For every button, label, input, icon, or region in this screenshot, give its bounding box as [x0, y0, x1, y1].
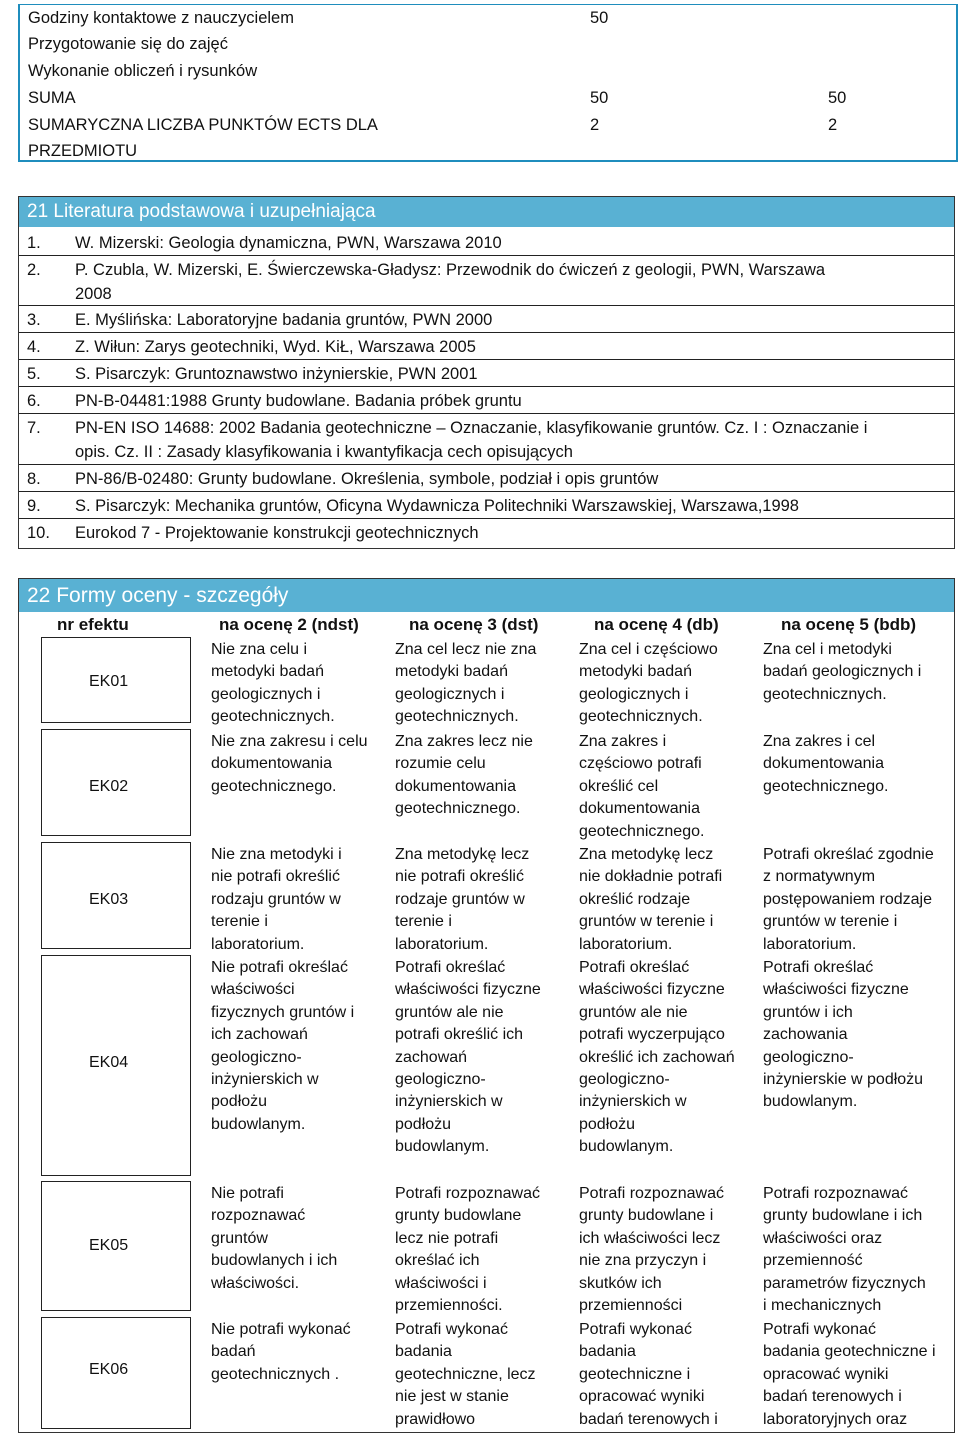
criteria-line: geologicznych i — [395, 685, 505, 703]
criteria-line: właściwości fizyczne — [579, 981, 725, 999]
criteria-line: geotechnicznych. — [211, 708, 335, 726]
criteria-line: geologicznych i — [579, 685, 689, 703]
literature-divider — [19, 518, 954, 519]
criteria-line: Zna zakres i cel — [763, 733, 876, 750]
criteria-line: skutków ich — [579, 1274, 662, 1292]
workload-row — [28, 59, 948, 83]
criteria-line: badania — [395, 1343, 452, 1361]
criteria-line: zachowania — [763, 1026, 848, 1044]
criteria-cell — [579, 957, 751, 1159]
criteria-line: zachowań — [395, 1048, 468, 1066]
criteria-line: budowlanym. — [579, 1138, 674, 1156]
criteria-line: badań terenowych i — [763, 1388, 902, 1406]
criteria-line: Nie potrafi — [211, 1185, 284, 1202]
literature-item-text: S. Pisarczyk: Gruntoznawstwo inżynierskie, PWN 2001 — [75, 365, 478, 383]
criteria-line: z normatywnym — [763, 868, 876, 886]
criteria-line: budowlanych i ich — [211, 1252, 338, 1270]
criteria-line: określić rodzaje — [579, 890, 691, 908]
criteria-line: geotechnicznego. — [211, 777, 337, 795]
workload-label: PRZEDMIOTU — [28, 142, 138, 160]
criteria-line: laboratorium. — [211, 935, 305, 953]
workload-row — [28, 139, 948, 163]
criteria-line: geotechnicznego. — [763, 777, 889, 795]
criteria-line: Zna zakres lecz nie — [395, 733, 533, 750]
literature-divider — [19, 255, 954, 256]
literature-item — [27, 416, 867, 440]
criteria-line: gruntów w terenie i — [579, 913, 714, 931]
criteria-line: inżynierskich w — [211, 1071, 319, 1089]
criteria-cell — [763, 731, 935, 798]
literature-item — [27, 440, 573, 464]
criteria-line: geologiczno- — [211, 1048, 302, 1066]
criteria-line: i mechanicznych — [763, 1297, 882, 1315]
literature-divider — [19, 491, 954, 492]
criteria-line: laboratorium. — [763, 935, 857, 953]
literature-item-text: 2008 — [75, 285, 112, 303]
criteria-line: właściwości fizyczne — [395, 981, 541, 999]
criteria-cell — [579, 1319, 751, 1431]
literature-item — [27, 231, 502, 255]
criteria-cell — [579, 731, 751, 843]
criteria-line: podłożu — [579, 1115, 636, 1133]
criteria-cell — [395, 731, 567, 821]
criteria-line: metodyki badań — [211, 663, 324, 681]
criteria-line: geotechnicznego. — [579, 822, 705, 840]
ek-label: EK04 — [89, 1054, 129, 1071]
criteria-line: rozumie celu — [395, 755, 486, 773]
literature-item — [27, 467, 658, 491]
criteria-cell — [763, 1319, 935, 1431]
criteria-line: badań — [211, 1343, 256, 1361]
criteria-cell — [395, 844, 567, 956]
criteria-line: terenie i — [395, 913, 452, 931]
criteria-line: nie dokładnie potrafi — [579, 868, 723, 886]
ek-label: EK01 — [89, 673, 129, 690]
criteria-line: inżynierskich w — [579, 1093, 687, 1111]
criteria-line: geotechnicznych. — [579, 708, 703, 726]
literature-item — [27, 521, 479, 545]
criteria-line: geologiczno- — [579, 1071, 670, 1089]
criteria-cell — [211, 1183, 383, 1295]
literature-item — [27, 308, 492, 332]
literature-item-number: 5. — [27, 365, 41, 383]
criteria-line: podłożu — [211, 1093, 268, 1111]
criteria-line: właściwości oraz — [763, 1229, 883, 1247]
criteria-line: dokumentowania — [763, 755, 884, 773]
workload-value-1: 50 — [590, 89, 609, 107]
workload-label: Przygotowanie się do zajęć — [28, 35, 228, 53]
workload-value-2: 50 — [828, 89, 847, 107]
criteria-line: właściwości fizyczne — [763, 981, 909, 999]
criteria-line: badań geologicznych i — [763, 663, 922, 681]
criteria-line: dokumentowania — [395, 777, 516, 795]
criteria-line: Zna cel i metodyki — [763, 641, 892, 658]
criteria-line: laboratoryjnych oraz — [763, 1410, 908, 1428]
workload-row — [28, 86, 948, 110]
criteria-line: właściwości i — [395, 1274, 487, 1292]
criteria-line: inżynierskich w — [395, 1093, 503, 1111]
criteria-line: badań terenowych i — [579, 1410, 718, 1428]
criteria-line: Zna metodykę lecz — [579, 846, 714, 863]
assessment-column-header: nr efektu — [57, 615, 129, 634]
workload-label: Godziny kontaktowe z nauczycielem — [28, 9, 294, 27]
criteria-cell — [763, 957, 935, 1114]
literature-item — [27, 258, 825, 282]
criteria-line: rodzaje gruntów w — [395, 890, 525, 908]
criteria-line: metodyki badań — [579, 663, 692, 681]
literature-title: 21 Literatura podstawowa i uzupełniająca — [27, 201, 376, 222]
ek-label: EK02 — [89, 778, 129, 795]
criteria-cell — [579, 1183, 751, 1317]
criteria-line: Zna metodykę lecz — [395, 846, 530, 863]
assessment-column-header: na ocenę 5 (bdb) — [781, 615, 917, 634]
criteria-line: badania — [579, 1343, 636, 1361]
literature-item-number: 2. — [27, 261, 41, 279]
criteria-line: Potrafi określać — [763, 959, 874, 976]
criteria-line: potrafi wyczerpująco — [579, 1026, 725, 1044]
literature-item-number: 8. — [27, 470, 41, 488]
criteria-line: nie zna przyczyn i — [579, 1252, 707, 1270]
literature-item-number: 10. — [27, 524, 50, 542]
workload-value-1: 2 — [590, 116, 600, 134]
criteria-line: Zna zakres i — [579, 733, 667, 750]
criteria-line: Potrafi określać zgodnie — [763, 846, 934, 863]
literature-divider — [19, 413, 954, 414]
criteria-line: właściwości. — [211, 1274, 300, 1292]
criteria-line: gruntów i ich — [763, 1003, 853, 1021]
literature-item-text: Eurokod 7 - Projektowanie konstrukcji geotechnicznych — [75, 524, 479, 542]
criteria-line: grunty budowlane — [395, 1207, 522, 1225]
criteria-line: budowlanym. — [211, 1115, 306, 1133]
literature-item — [27, 362, 478, 386]
criteria-line: Nie potrafi wykonać — [211, 1321, 351, 1338]
criteria-line: prawidłowo — [395, 1410, 476, 1428]
criteria-line: potrafi określić ich — [395, 1026, 524, 1044]
criteria-cell — [395, 1319, 567, 1431]
criteria-line: podłożu — [395, 1115, 452, 1133]
criteria-line: określić ich zachowań — [579, 1048, 735, 1066]
literature-item-number: 6. — [27, 392, 41, 410]
workload-row — [28, 6, 948, 30]
literature-item-number: 4. — [27, 338, 41, 356]
literature-section — [18, 196, 955, 549]
criteria-line: Potrafi rozpoznawać — [579, 1185, 724, 1202]
criteria-cell — [763, 639, 935, 706]
criteria-line: postępowaniem rodzaje — [763, 890, 932, 908]
criteria-line: budowlanym. — [763, 1093, 858, 1111]
criteria-cell — [211, 731, 383, 798]
ek-label: EK06 — [89, 1361, 129, 1378]
criteria-line: Nie zna zakresu i celu — [211, 733, 368, 750]
criteria-line: lecz nie potrafi — [395, 1229, 499, 1247]
workload-value-2: 2 — [828, 116, 838, 134]
literature-item-text: W. Mizerski: Geologia dynamiczna, PWN, Warszawa 2010 — [75, 234, 502, 252]
literature-item-text: E. Myślińska: Laboratoryjne badania gruntów, PWN 2000 — [75, 311, 493, 329]
criteria-line: gruntów ale nie — [395, 1003, 504, 1021]
workload-value-1: 50 — [590, 9, 609, 27]
ek-label: EK03 — [89, 891, 129, 908]
criteria-line: częściowo potrafi — [579, 755, 702, 773]
criteria-line: dokumentowania — [211, 755, 332, 773]
criteria-line: geotechnicznych. — [395, 708, 519, 726]
literature-header-bar — [19, 197, 954, 227]
criteria-line: Potrafi wykonać — [579, 1321, 692, 1338]
criteria-cell — [395, 639, 567, 729]
criteria-line: rozpoznawać — [211, 1207, 306, 1225]
literature-item — [27, 282, 112, 306]
workload-table — [18, 4, 958, 162]
literature-item-number: 3. — [27, 311, 41, 329]
criteria-cell — [763, 844, 935, 956]
criteria-line: inżynierskie w podłożu — [763, 1071, 924, 1089]
criteria-line: parametrów fizycznych — [763, 1274, 926, 1292]
criteria-line: nie jest w stanie — [395, 1388, 509, 1406]
criteria-cell — [579, 844, 751, 956]
criteria-line: określać ich — [395, 1252, 480, 1270]
criteria-line: ich właściwości lecz — [579, 1229, 721, 1247]
criteria-line: Potrafi określać — [395, 959, 506, 976]
criteria-line: przemienność — [763, 1252, 863, 1270]
criteria-line: metodyki badań — [395, 663, 508, 681]
criteria-cell — [211, 1319, 383, 1386]
criteria-line: gruntów w terenie i — [763, 913, 898, 931]
criteria-cell — [211, 844, 383, 956]
criteria-line: ich zachowań — [211, 1026, 308, 1044]
criteria-line: Potrafi rozpoznawać — [763, 1185, 908, 1202]
literature-divider — [19, 464, 954, 465]
criteria-line: grunty budowlane i ich — [763, 1207, 923, 1225]
literature-item-text: P. Czubla, W. Mizerski, E. Świerczewska-Gładysz: Przewodnik do ćwiczeń z geologii, PWN, Warszawa — [75, 261, 826, 279]
criteria-line: fizycznych gruntów i — [211, 1003, 355, 1021]
criteria-cell — [211, 957, 383, 1136]
literature-item-number: 9. — [27, 497, 41, 515]
literature-item-number: 7. — [27, 419, 41, 437]
literature-item-text: Z. Wiłun: Zarys geotechniki, Wyd. KiŁ, Warszawa 2005 — [75, 338, 476, 356]
criteria-line: geotechnicznego. — [395, 800, 521, 818]
criteria-cell — [211, 639, 383, 729]
criteria-line: właściwości — [211, 981, 295, 999]
assessment-title: 22 Formy oceny - szczegóły — [27, 584, 289, 607]
criteria-line: Zna cel lecz nie zna — [395, 641, 537, 658]
criteria-line: budowlanym. — [395, 1138, 490, 1156]
criteria-cell — [395, 1183, 567, 1317]
criteria-line: określić cel — [579, 777, 659, 795]
literature-item-text: opis. Cz. II : Zasady klasyfikowania i kwantyfikacja cech opisujących — [75, 443, 573, 461]
criteria-line: przemienności — [579, 1297, 683, 1315]
criteria-line: opracować wyniki — [763, 1365, 889, 1383]
literature-item — [27, 494, 799, 518]
assessment-section — [18, 578, 955, 1433]
criteria-line: geotechnicznych . — [211, 1365, 340, 1383]
criteria-line: nie potrafi określić — [395, 868, 524, 886]
criteria-line: geologiczno- — [395, 1071, 486, 1089]
criteria-line: laboratorium. — [579, 935, 673, 953]
criteria-line: gruntów — [211, 1229, 268, 1247]
criteria-line: Potrafi rozpoznawać — [395, 1185, 540, 1202]
ek-label: EK05 — [89, 1237, 129, 1254]
criteria-line: terenie i — [211, 913, 268, 931]
criteria-line: geotechnicznych. — [763, 685, 887, 703]
workload-row — [28, 113, 948, 137]
assessment-column-header: na ocenę 3 (dst) — [409, 615, 539, 634]
criteria-line: rodzaju gruntów w — [211, 890, 341, 908]
workload-row — [28, 32, 948, 56]
literature-item-text: S. Pisarczyk: Mechanika gruntów, Oficyna Wydawnicza Politechniki Warszawskiej, Warszawa,1998 — [75, 497, 799, 515]
criteria-line: geotechniczne i — [579, 1365, 691, 1383]
literature-divider — [19, 332, 954, 333]
criteria-line: Potrafi wykonać — [763, 1321, 876, 1338]
criteria-line: Potrafi określać — [579, 959, 690, 976]
criteria-cell — [579, 639, 751, 729]
criteria-cell — [395, 957, 567, 1159]
literature-item-text: PN-B-04481:1988 Grunty budowlane. Badania próbek gruntu — [75, 392, 522, 410]
literature-divider — [19, 386, 954, 387]
criteria-line: grunty budowlane i — [579, 1207, 714, 1225]
criteria-line: przemienności. — [395, 1297, 503, 1315]
criteria-line: Nie zna celu i — [211, 641, 308, 658]
assessment-header-bar — [19, 579, 954, 612]
assessment-column-header: na ocenę 4 (db) — [594, 615, 719, 634]
literature-item-text: PN-86/B-02480: Grunty budowlane. Określenia, symbole, podział i opis gruntów — [75, 470, 659, 488]
criteria-line: nie potrafi określić — [211, 868, 340, 886]
criteria-line: gruntów ale nie — [579, 1003, 688, 1021]
criteria-line: Zna cel i częściowo — [579, 641, 718, 658]
criteria-line: badania geotechniczne i — [763, 1343, 936, 1361]
workload-label: SUMARYCZNA LICZBA PUNKTÓW ECTS DLA — [28, 116, 378, 134]
criteria-line: geologiczno- — [763, 1048, 854, 1066]
criteria-line: Nie zna metodyki i — [211, 846, 342, 863]
criteria-line: Potrafi wykonać — [395, 1321, 508, 1338]
workload-label: SUMA — [28, 89, 76, 107]
literature-divider — [19, 305, 954, 306]
criteria-line: geotechniczne, lecz — [395, 1365, 536, 1383]
literature-item — [27, 335, 476, 359]
criteria-line: opracować wyniki — [579, 1388, 705, 1406]
literature-item-number: 1. — [27, 234, 41, 252]
criteria-line: dokumentowania — [579, 800, 700, 818]
criteria-line: geologicznych i — [211, 685, 321, 703]
literature-item — [27, 389, 522, 413]
workload-label: Wykonanie obliczeń i rysunków — [28, 62, 258, 80]
criteria-line: Nie potrafi określać — [211, 959, 348, 976]
criteria-line: laboratorium. — [395, 935, 489, 953]
criteria-cell — [763, 1183, 935, 1317]
literature-item-text: PN-EN ISO 14688: 2002 Badania geotechniczne – Oznaczanie, klasyfikowanie gruntów. Cz. I : Oznaczanie i — [75, 419, 868, 437]
assessment-column-header: na ocenę 2 (ndst) — [219, 615, 359, 634]
literature-divider — [19, 359, 954, 360]
